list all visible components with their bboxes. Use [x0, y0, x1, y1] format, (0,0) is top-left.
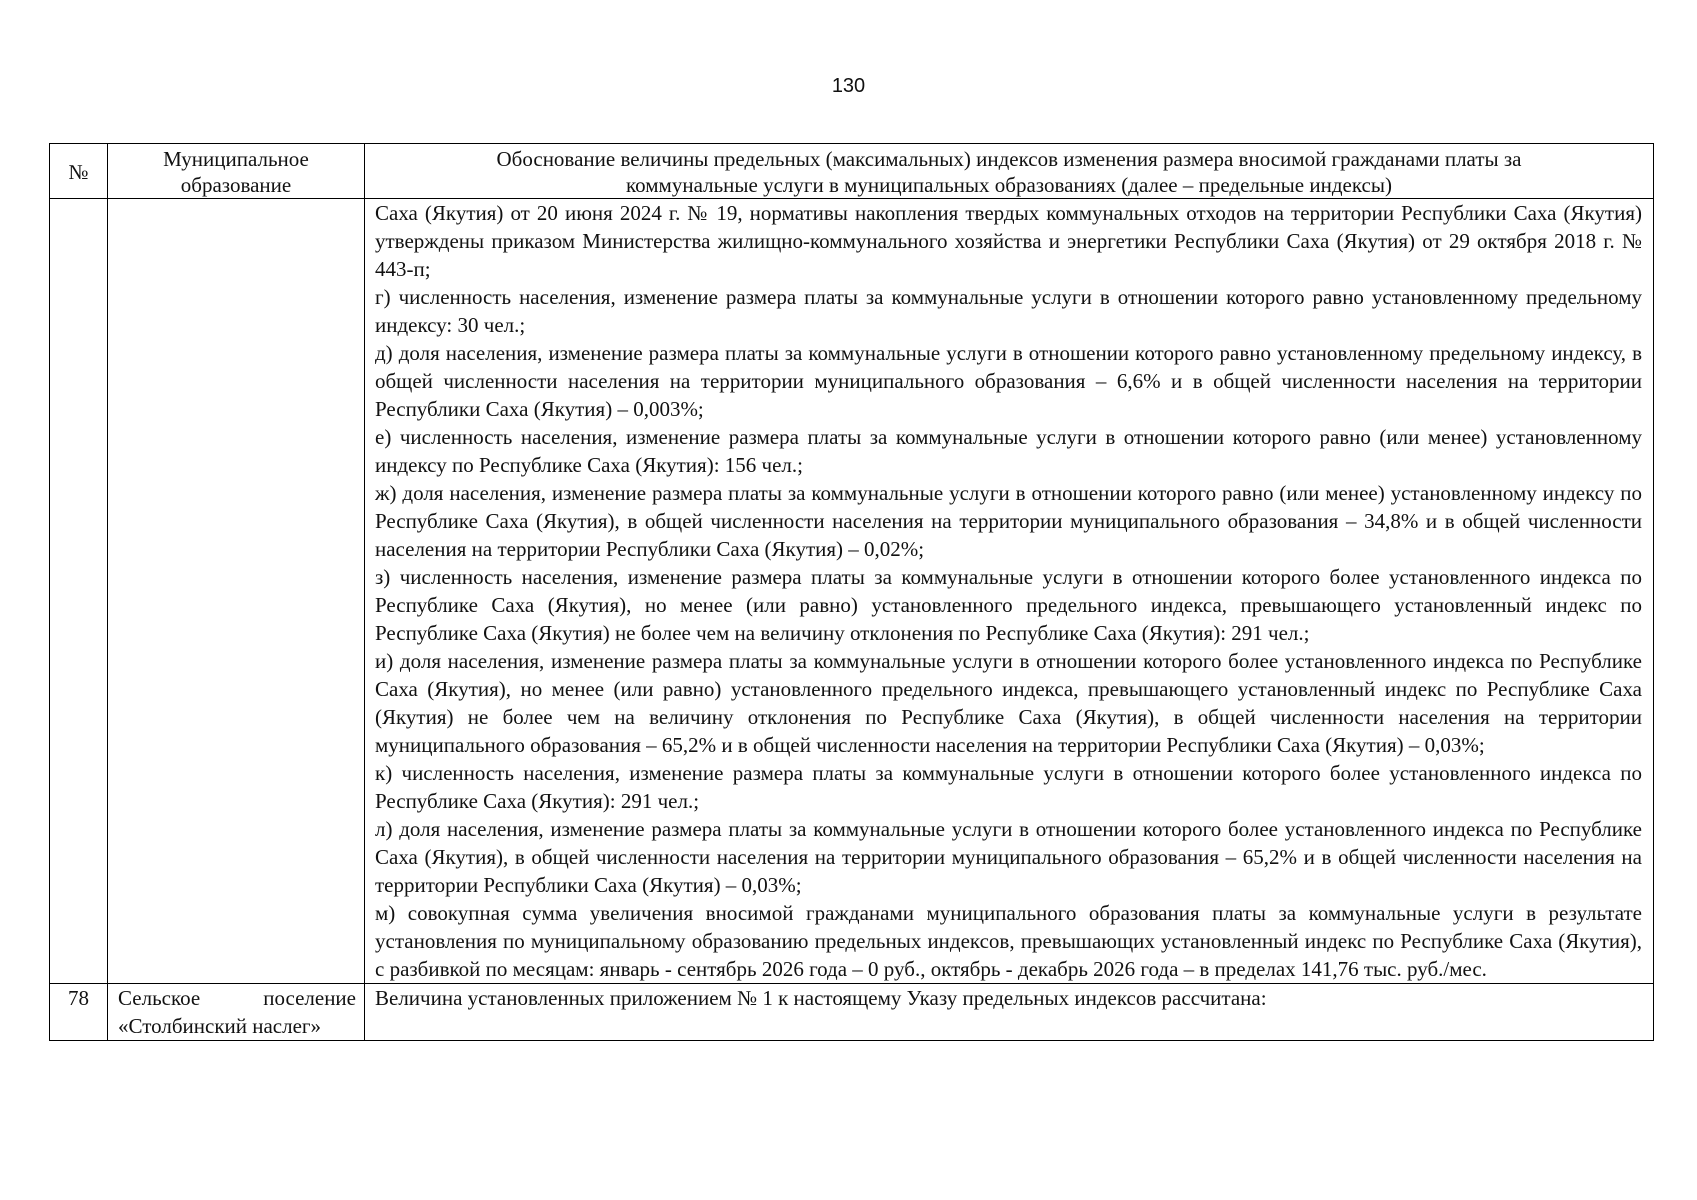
justification-paragraph: к) численность населения, изменение размера платы за коммунальные услуги в отношении которого более установленного индекса по Республике Саха (Якутия): 291 чел.; — [375, 761, 1642, 813]
municipality-word: Сельское — [118, 986, 201, 1010]
justification-paragraph: Саха (Якутия) от 20 июня 2024 г. № 19, нормативы накопления твердых коммунальных отходов на территории Республики Саха (Якутия) утверждены приказом Министерства жилищно-коммунального хозяйства и энергетики Республики Саха (Якутия) от 29 октября 2018 г. № 443-п; — [375, 201, 1642, 281]
justification-paragraph: и) доля населения, изменение размера платы за коммунальные услуги в отношении которого более установленного индекса по Республике Саха (Якутия), но менее (или равно) установленного предельного индекса, превышающего установленный индекс по Республике Саха (Якутия) не более чем на величину отклонения по Республике Саха (Якутия), в общей численности населения на территории муниципального образования – 65,2% и в общей численности населения на территории Республики Саха (Якутия) – 0,03%; — [375, 649, 1642, 757]
municipality-line — [118, 984, 356, 1012]
justification-paragraph: г) численность населения, изменение размера платы за коммунальные услуги в отношении которого равно установленному предельному индексу: 30 чел.; — [375, 285, 1642, 337]
row-justification-cell — [365, 199, 1654, 984]
row-number-cell: 78 — [50, 984, 108, 1041]
table-row-78 — [50, 984, 1654, 1041]
justification-paragraph: л) доля населения, изменение размера платы за коммунальные услуги в отношении которого более установленного индекса по Республике Саха (Якутия), в общей численности населения на территории муниципального образования – 65,2% и в общей численности населения на территории Республики Саха (Якутия) – 0,03%; — [375, 817, 1642, 897]
justification-paragraph: д) доля населения, изменение размера платы за коммунальные услуги в отношении которого равно установленному предельному индексу, в общей численности населения на территории муниципального образования – 6,6% и в общей численности населения на территории Республики Саха (Якутия) – 0,003%; — [375, 341, 1642, 421]
header-number: № — [50, 144, 108, 199]
justification-paragraph: ж) доля населения, изменение размера платы за коммунальные услуги в отношении которого равно (или менее) установленному индексу по Республике Саха (Якутия), в общей численности населения на территории муниципального образования – 34,8% и в общей численности населения на территории Республики Саха (Якутия) – 0,02%; — [375, 481, 1642, 561]
municipality-word: поселение — [263, 986, 356, 1010]
indices-table — [49, 143, 1654, 1041]
row-municipality-cell — [108, 984, 365, 1041]
municipality-line: «Столбинский наслег» — [118, 1014, 322, 1038]
justification-paragraph: з) численность населения, изменение размера платы за коммунальные услуги в отношении которого более установленного индекса по Республике Саха (Якутия), но менее (или равно) установленного предельного индекса, превышающего установленный индекс по Республике Саха (Якутия) не более чем на величину отклонения по Республике Саха (Якутия): 291 чел.; — [375, 565, 1642, 645]
page-number: 130 — [831, 75, 866, 97]
row-number-cell — [50, 199, 108, 984]
header-municipality: Муниципальное образование — [108, 144, 365, 199]
table-row-continued — [50, 199, 1654, 984]
row-justification-cell — [365, 984, 1654, 1041]
table-header-row — [50, 144, 1654, 199]
justification-paragraph: м) совокупная сумма увеличения вносимой гражданами муниципального образования платы за коммунальные услуги в результате установления по муниципальному образованию предельных индексов, превышающих установленный индекс по Республике Саха (Якутия), с разбивкой по месяцам: январь - сентябрь 2026 года – 0 руб., октябрь - декабрь 2026 года – в пределах 141,76 тыс. руб./мес. — [375, 901, 1642, 981]
row-municipality-cell — [108, 199, 365, 984]
header-justification: Обоснование величины предельных (максимальных) индексов изменения размера вносимой гражданами платы за коммунальные услуги в муниципальных образованиях (далее – предельные индексы) — [365, 144, 1654, 199]
justification-paragraph: Величина установленных приложением № 1 к настоящему Указу предельных индексов рассчитана: — [375, 986, 1267, 1010]
justification-paragraph: е) численность населения, изменение размера платы за коммунальные услуги в отношении которого равно (или менее) установленному индексу по Республике Саха (Якутия): 156 чел.; — [375, 425, 1642, 477]
